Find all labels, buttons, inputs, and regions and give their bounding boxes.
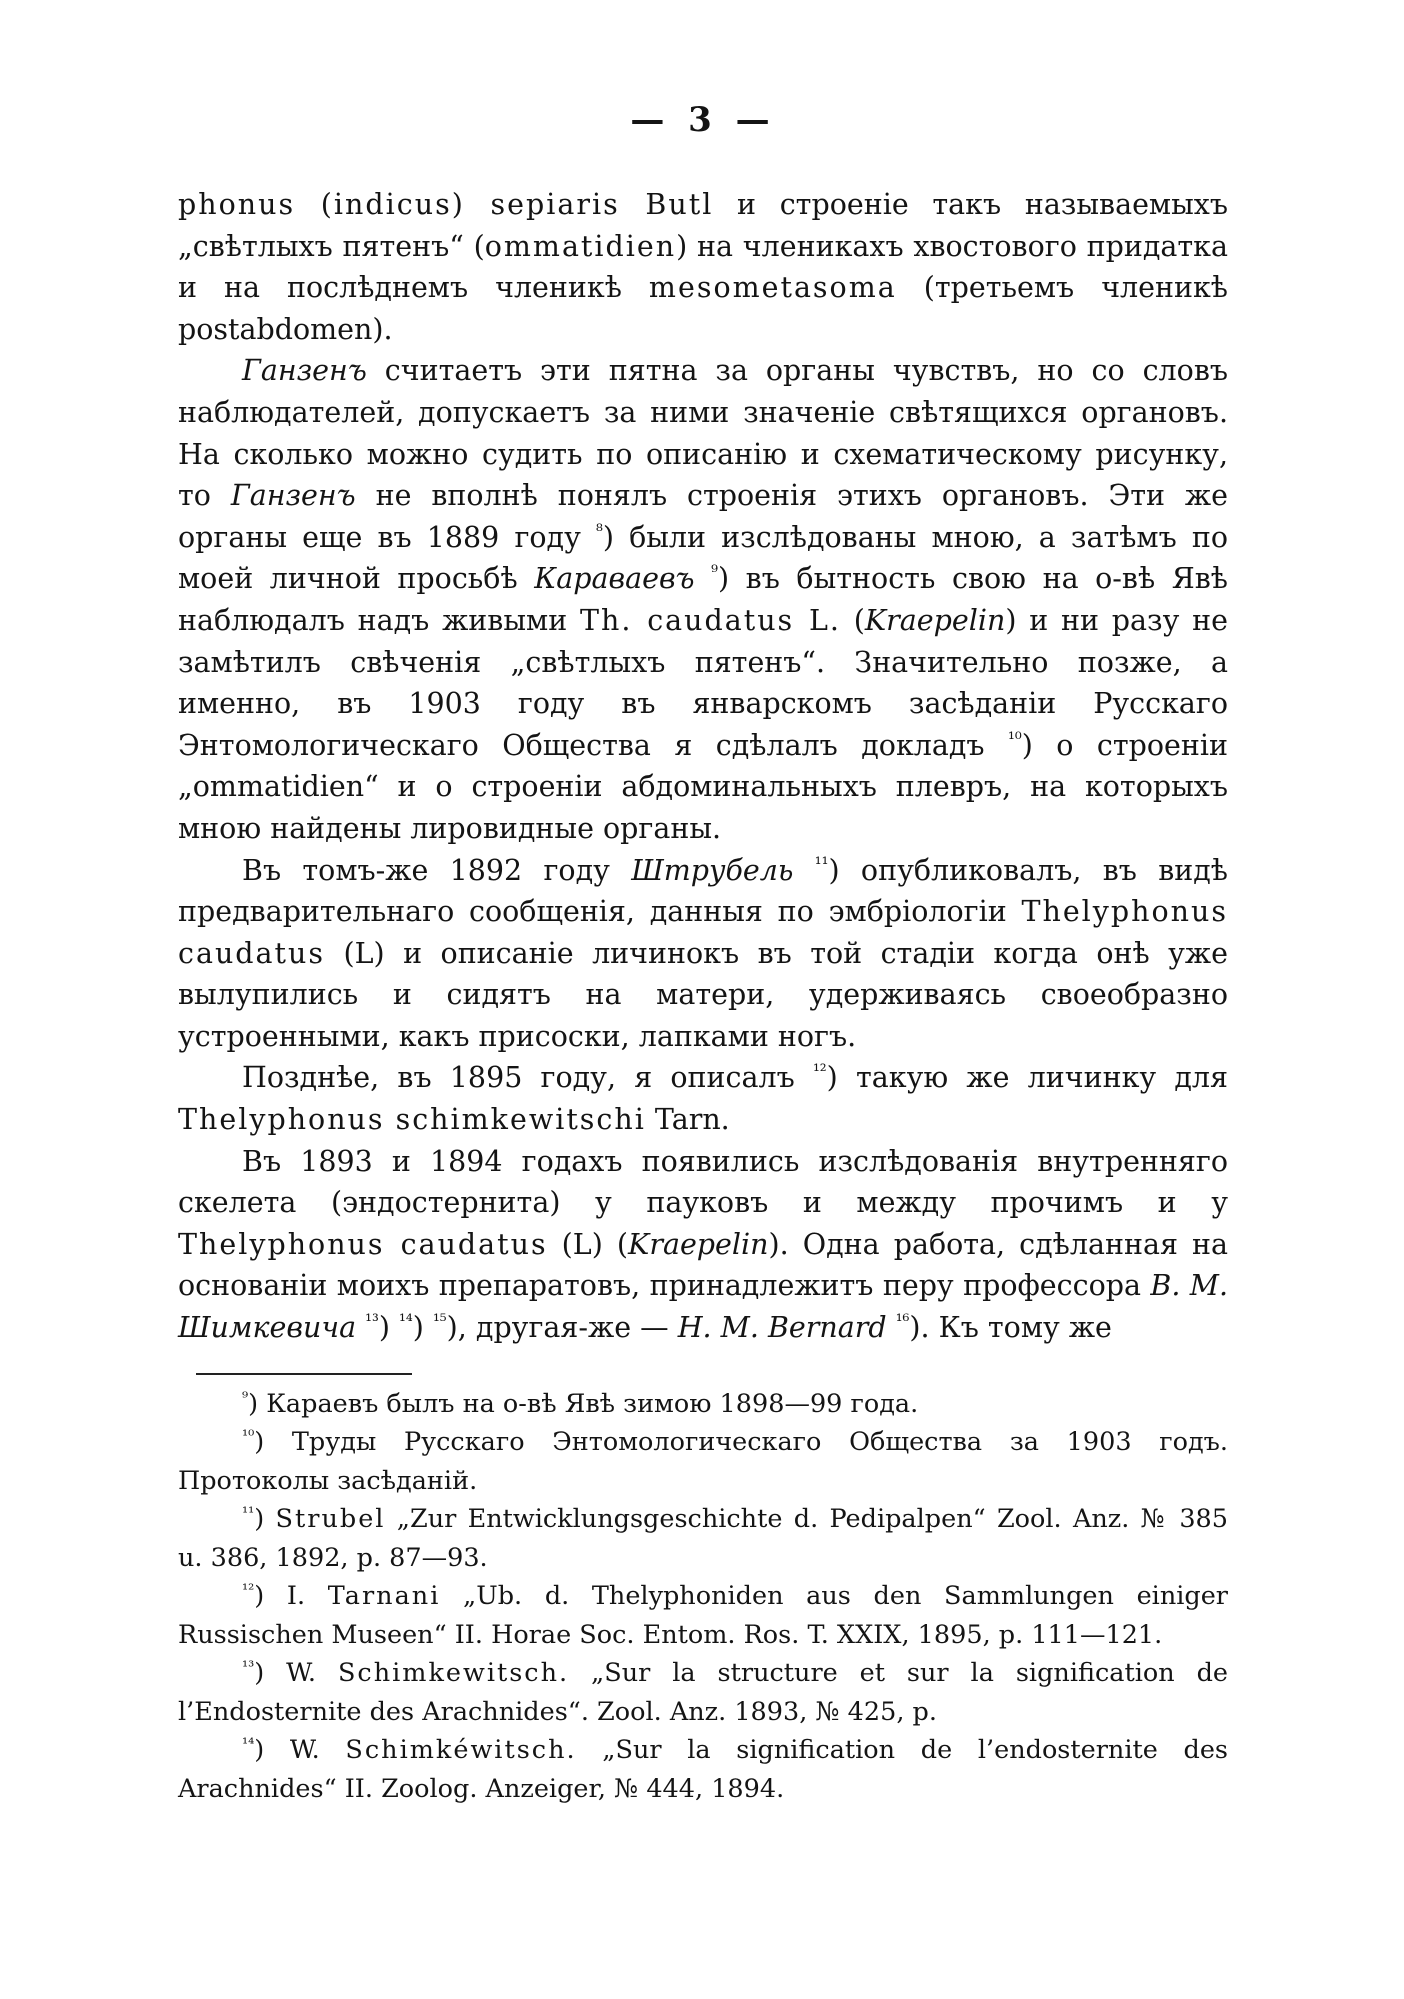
footnote	[178, 1500, 1228, 1577]
italic-text: В. М. Шимкевича	[178, 1269, 1229, 1345]
text-run: (третьемъ членикѣ postabdomen).	[178, 271, 1228, 346]
paragraph	[178, 1057, 1228, 1140]
text-run	[887, 1311, 896, 1344]
footnote-ref: ¹⁴	[399, 1311, 413, 1332]
paragraph	[178, 184, 1228, 350]
text-run: „Zur Entwicklungsgeschichte d. Pedipalpen“ Zool. Anz. № 385 u. 386, 1892, p. 87—93.	[178, 1504, 1228, 1573]
footnote-ref: ¹³	[242, 1657, 255, 1676]
spaced-text: Thelyphonus caudatus	[178, 895, 1228, 970]
spaced-text: ommatidien	[484, 229, 677, 263]
text-run: ). Къ тому же	[909, 1311, 1112, 1345]
spaced-text: Strubel	[275, 1504, 386, 1535]
footnote-divider	[196, 1373, 412, 1375]
page-number: — 3 —	[630, 100, 776, 140]
text-run: Позднѣе, въ 1895 году, я описалъ	[242, 1061, 813, 1095]
footnote-ref: ¹³	[365, 1311, 379, 1332]
footnote-ref: ¹²	[812, 1061, 827, 1082]
footnote-ref: ¹⁵	[432, 1311, 447, 1332]
text-run: ) Караевъ былъ на о-вѣ Явѣ зимою 1898—99 года.	[248, 1388, 919, 1419]
spaced-text: Schimkéwitsch.	[345, 1735, 577, 1766]
footnote	[178, 1731, 1228, 1808]
italic-text: Ганзенъ	[230, 479, 356, 513]
text-run: (	[840, 603, 865, 637]
text-run: не вполнѣ понялъ строенія этихъ органовъ. Эти же органы еще въ 1889 году	[178, 479, 1228, 554]
spaced-text: Thelyphonus caudatus	[178, 1227, 548, 1261]
text-run: „Sur la structure et sur la signification de l’Endosternite des Arachnides“. Zool. Anz. 1893, № 425, p.	[178, 1658, 1228, 1727]
spaced-text: mesometasoma	[648, 271, 897, 305]
italic-text: Ганзенъ	[242, 354, 367, 388]
text-run: ). Одна работа, сдѣланная на основаніи моихъ препаратовъ, принадлежитъ перу профессора	[178, 1227, 1228, 1303]
text-run	[695, 562, 712, 595]
footnote-ref: ¹⁰	[242, 1426, 255, 1445]
text-run: ) и ни разу не замѣтилъ свѣченія „свѣтлыхъ пятенъ“. Значительно позже, а именно, въ 1903 году въ январскомъ засѣданіи Русскаго Энтомологическаго Общества я сдѣлалъ докладъ	[178, 603, 1228, 762]
text-run: „Ub. d. Thelyphoniden aus den Sammlungen einiger Russischen Museen“ II. Horae Soc. Entom. Ros. T. XXIX, 1895, p. 111—121.	[178, 1581, 1228, 1650]
text-run: ) W.	[254, 1658, 338, 1689]
text-run: Въ 1893 и 1894 годахъ появились изслѣдованія внутренняго скелета (эндостернита) у пауковъ и между прочимъ и у	[178, 1144, 1228, 1220]
text-run: ) такую же личинку для	[826, 1061, 1228, 1095]
text-run: „Sur la signification de l’endosternite des Arachnides“ II. Zoolog. Anzeiger, № 444, 1894.	[178, 1735, 1228, 1804]
text-run: )	[378, 1311, 400, 1345]
text-run: Въ томъ-же 1892 году	[242, 853, 632, 887]
text-run: )	[254, 1504, 276, 1535]
text-run: ) I.	[254, 1581, 328, 1612]
footnote-ref: ¹²	[242, 1580, 255, 1599]
body-text	[178, 184, 1228, 1349]
text-run: ) Труды Русскаго Энтомологическаго Общества за 1903 годъ. Протоколы засѣданій.	[178, 1427, 1228, 1496]
footnote-ref: ¹⁰	[1008, 729, 1022, 750]
document-page	[178, 100, 1228, 1808]
italic-text: Караваевъ	[534, 562, 695, 596]
italic-text: Н. М. Bernard	[677, 1311, 887, 1345]
text-run: ) въ бытность свою на о-вѣ Явѣ наблюдалъ надъ живыми	[178, 562, 1228, 637]
text-run: ), другая-же —	[446, 1311, 678, 1345]
paragraph	[178, 850, 1228, 1058]
footnote-ref: ¹⁴	[242, 1734, 255, 1753]
text-run	[793, 854, 814, 887]
text-run: ) были изслѣдованы мною, а затѣмъ по моей личной просьбѣ	[178, 520, 1228, 596]
footnote	[178, 1385, 1228, 1424]
footnote-ref: ¹¹	[242, 1503, 255, 1522]
text-run: и строеніе такъ называемыхъ „свѣтлыхъ пятенъ“ (	[178, 188, 1228, 263]
footnote-ref: ¹¹	[814, 854, 829, 874]
footnote-ref: ⁹	[242, 1388, 249, 1407]
italic-text: Kraepelin	[864, 603, 1006, 637]
footnote	[178, 1577, 1228, 1654]
text-run: ) опубликовалъ, въ видѣ предварительнаго сообщенія, данныя по эмбріологіи	[178, 853, 1228, 929]
paragraph	[178, 1141, 1228, 1349]
spaced-text: Th. caudatus L.	[579, 603, 841, 637]
italic-text: Kraepelin	[628, 1227, 769, 1261]
spaced-text: Schimkewitsch.	[337, 1658, 570, 1689]
text-run: ) W.	[254, 1735, 346, 1766]
text-run: считаетъ эти пятна за органы чувствъ, но со словъ наблюдателей, допускаетъ за ними значеніе свѣтящихся органовъ. На сколько можно судить по описанію и схематическому рисунку, то	[178, 354, 1228, 513]
text-run: Tarn.	[645, 1103, 730, 1137]
spaced-text: Tarnani	[327, 1581, 441, 1612]
text-run: )	[412, 1311, 433, 1345]
footnote-ref: ⁸	[595, 521, 603, 542]
text-run: (L) и описаніе личинокъ въ той стадіи когда онѣ уже вылупились и сидятъ на матери, удерживаясь своеобразно устроенными, какъ присоски, лапками ногъ.	[178, 936, 1228, 1053]
text-run	[356, 1311, 365, 1344]
text-run: (L) (	[547, 1227, 629, 1261]
footnote-ref: ¹⁶	[895, 1311, 910, 1332]
italic-text: Штрубель	[631, 853, 794, 887]
footnotes	[178, 1373, 1228, 1809]
spaced-text: Thelyphonus schimkewitschi	[178, 1103, 646, 1137]
footnote-ref: ⁹	[711, 562, 718, 583]
text-run: ) на членикахъ хвостового придатка и на послѣднемъ членикѣ	[178, 229, 1228, 305]
footnote	[178, 1654, 1228, 1731]
footnote	[178, 1423, 1228, 1500]
paragraph	[178, 350, 1228, 849]
text-run: ) о строеніи „ommatidien“ и о строеніи абдоминальныхъ плевръ, на которыхъ мною найдены лировидные органы.	[178, 728, 1229, 845]
spaced-text: phonus (indicus) sepiaris Butl	[178, 188, 714, 221]
